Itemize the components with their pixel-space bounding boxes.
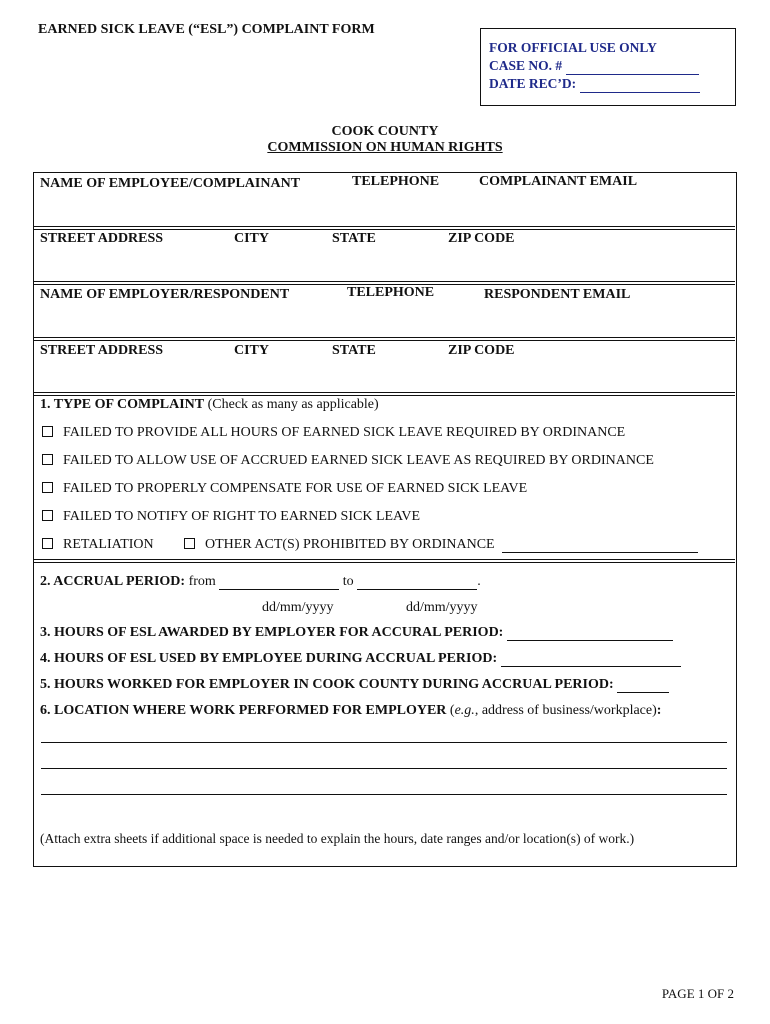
complaint-option-label: FAILED TO PROVIDE ALL HOURS OF EARNED SICK LEAVE REQUIRED BY ORDINANCE (63, 425, 626, 440)
employer-street-label: STREET ADDRESS (40, 343, 164, 358)
checkbox[interactable] (42, 454, 53, 465)
divider (34, 392, 735, 393)
q6-note: , address of business/workplace) (474, 703, 657, 718)
q5-row (40, 677, 669, 693)
divider (34, 562, 735, 563)
q4-label: 4. HOURS OF ESL USED BY EMPLOYEE DURING ACCRUAL PERIOD: (40, 651, 498, 666)
employee-address-field[interactable] (34, 249, 735, 281)
employee-email-label: COMPLAINANT EMAIL (479, 174, 638, 189)
employee-name-label: NAME OF EMPLOYEE/COMPLAINANT (40, 176, 301, 191)
divider (34, 229, 735, 230)
official-use-heading: FOR OFFICIAL USE ONLY (489, 40, 657, 55)
official-use-box (480, 28, 736, 106)
employee-street-label: STREET ADDRESS (40, 231, 164, 246)
complaint-option-other[interactable] (184, 537, 698, 553)
location-line-2[interactable] (41, 768, 727, 769)
date-received-label: DATE REC’D: (489, 76, 577, 91)
q6-eg: e.g. (454, 703, 475, 718)
complaint-option-4[interactable] (42, 509, 420, 525)
employer-address-field[interactable] (34, 361, 735, 391)
complaint-option-2[interactable] (42, 453, 654, 469)
from-date-format: dd/mm/yyyy (262, 600, 334, 615)
complaint-form-frame (33, 172, 737, 867)
complaint-option-retaliation[interactable] (42, 537, 154, 553)
checkbox[interactable] (42, 538, 53, 549)
location-line-1[interactable] (41, 742, 727, 743)
employer-name-field[interactable] (34, 305, 735, 336)
employer-state-label: STATE (332, 343, 376, 358)
complaint-option-label: RETALIATION (63, 537, 154, 552)
checkbox[interactable] (42, 426, 53, 437)
employee-zip-label: ZIP CODE (448, 231, 515, 246)
q6-row: 6. LOCATION WHERE WORK PERFORMED FOR EMPLOYER (e.g., address of business/workplace): (40, 703, 662, 718)
page-number: PAGE 1 OF 2 (661, 986, 734, 1001)
case-number-field[interactable] (566, 62, 699, 75)
checkbox[interactable] (184, 538, 195, 549)
complaint-option-label: FAILED TO ALLOW USE OF ACCRUED EARNED SICK LEAVE AS REQUIRED BY ORDINANCE (63, 453, 654, 468)
complaint-option-label: OTHER ACT(S) PROHIBITED BY ORDINANCE (205, 537, 495, 552)
form-title: EARNED SICK LEAVE (“ESL”) COMPLAINT FORM (38, 22, 375, 37)
q5-label: 5. HOURS WORKED FOR EMPLOYER IN COOK COUNTY DURING ACCRUAL PERIOD: (40, 677, 614, 692)
complaint-option-label: FAILED TO NOTIFY OF RIGHT TO EARNED SICK LEAVE (63, 509, 421, 524)
accrual-to-field[interactable] (357, 577, 477, 590)
date-received-field[interactable] (580, 80, 700, 93)
from-text: from (188, 574, 216, 589)
q4-row (40, 651, 681, 667)
complaint-option-1[interactable] (42, 425, 625, 441)
q4-field[interactable] (501, 654, 681, 667)
agency-commission: COMMISSION ON HUMAN RIGHTS (267, 140, 503, 155)
location-line-3[interactable] (41, 794, 727, 795)
divider (34, 395, 735, 396)
accrual-period-label: 2. ACCRUAL PERIOD: (40, 574, 186, 589)
q3-field[interactable] (507, 628, 673, 641)
case-number-row (489, 57, 735, 75)
divider (34, 226, 735, 227)
to-text: to (342, 574, 354, 589)
date-received-row (489, 75, 735, 93)
checkbox[interactable] (42, 510, 53, 521)
case-number-label: CASE NO. # (489, 58, 563, 73)
q6-label: 6. LOCATION WHERE WORK PERFORMED FOR EMPLOYER (40, 703, 447, 718)
employer-email-label: RESPONDENT EMAIL (484, 287, 631, 302)
employer-zip-label: ZIP CODE (448, 343, 515, 358)
employee-state-label: STATE (332, 231, 376, 246)
complaint-option-3[interactable] (42, 481, 527, 497)
agency-county: COOK COUNTY (331, 124, 439, 139)
accrual-from-field[interactable] (219, 577, 339, 590)
complaint-type-heading: 1. TYPE OF COMPLAINT (40, 397, 205, 412)
accrual-period-row: 2. ACCRUAL PERIOD: from to . (40, 574, 481, 589)
divider (34, 337, 735, 338)
employee-name-field[interactable] (34, 193, 735, 225)
checkbox[interactable] (42, 482, 53, 493)
q3-row (40, 625, 673, 641)
employee-telephone-label: TELEPHONE (352, 174, 440, 189)
employer-name-label: NAME OF EMPLOYER/RESPONDENT (40, 287, 290, 302)
complaint-type-heading-row (40, 397, 379, 413)
complaint-option-label: FAILED TO PROPERLY COMPENSATE FOR USE OF EARNED SICK LEAVE (63, 481, 528, 496)
q3-label: 3. HOURS OF ESL AWARDED BY EMPLOYER FOR ACCURAL PERIOD: (40, 625, 504, 640)
employee-city-label: CITY (234, 231, 270, 246)
q5-field[interactable] (617, 680, 669, 693)
complaint-type-note: (Check as many as applicable) (207, 397, 379, 412)
divider (34, 281, 735, 282)
attach-note: (Attach extra sheets if additional space is needed to explain the hours, date ranges and/or location(s) of work.) (40, 831, 635, 846)
employer-telephone-label: TELEPHONE (347, 285, 435, 300)
divider (34, 340, 735, 341)
employer-city-label: CITY (234, 343, 270, 358)
divider (34, 559, 735, 560)
to-date-format: dd/mm/yyyy (406, 600, 478, 615)
other-act-field[interactable] (502, 540, 698, 553)
